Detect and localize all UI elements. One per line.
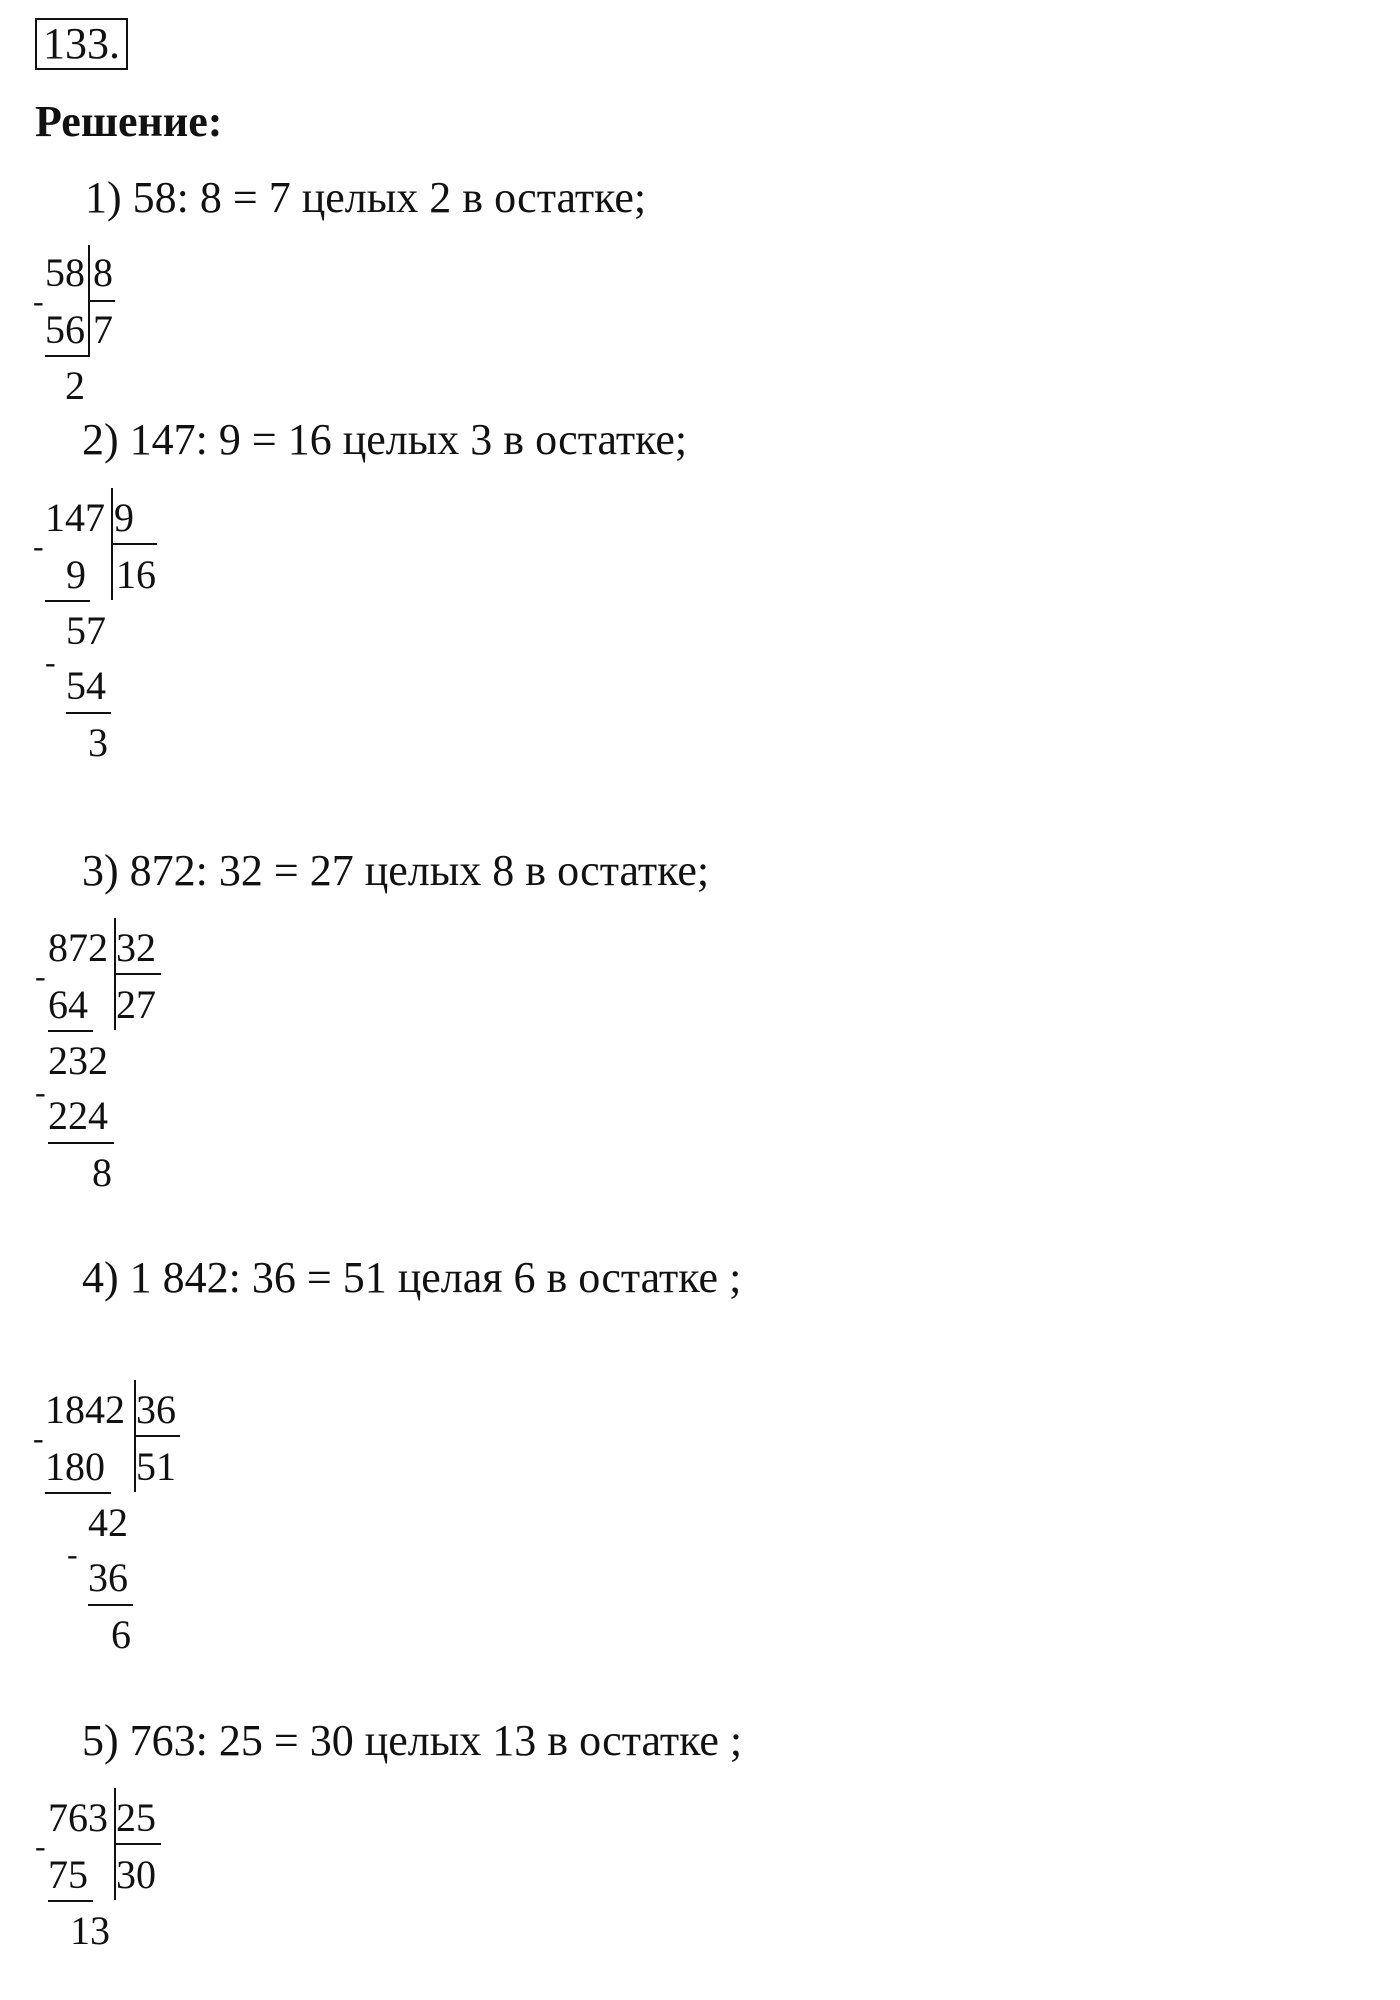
p5-quotient: 30 <box>116 1852 156 1897</box>
p3-dividend: 872 <box>48 925 108 970</box>
p2-step-1: 9 <box>66 552 86 597</box>
p2-dividend: 147 <box>45 495 105 540</box>
problem-4-equation: 4) 1 842: 36 = 51 целая 6 в остатке ; <box>82 1253 742 1302</box>
solution-heading: Решение: <box>35 97 223 146</box>
problem-1-equation: 1) 58: 8 = 7 целых 2 в остатке; <box>85 173 647 222</box>
p1-quotient: 7 <box>93 307 113 352</box>
p4-dividend: 1842 <box>45 1387 125 1432</box>
p1-remainder: 2 <box>65 363 85 408</box>
p3-minus-1: - <box>35 958 46 994</box>
p2-minus-1: - <box>33 528 44 564</box>
p2-step-2: 57 <box>66 608 106 653</box>
p3-divisor: 32 <box>116 925 156 970</box>
p2-divisor: 9 <box>114 495 134 540</box>
p4-step-1: 180 <box>45 1444 105 1489</box>
p5-divisor: 25 <box>116 1795 156 1840</box>
p5-remainder: 13 <box>70 1908 110 1953</box>
p2-quotient: 16 <box>116 552 156 597</box>
p1-minus: - <box>33 283 44 319</box>
p1-divisor: 8 <box>93 250 113 295</box>
p4-step-3: 36 <box>88 1555 128 1600</box>
p1-dividend: 58 <box>45 250 85 295</box>
p3-step-2: 232 <box>48 1038 108 1083</box>
p4-remainder: 6 <box>111 1612 131 1657</box>
p4-minus-1: - <box>33 1420 44 1456</box>
p5-step-1: 75 <box>48 1852 88 1897</box>
exercise-number: 133. <box>35 18 128 70</box>
p4-quotient: 51 <box>136 1444 176 1489</box>
p1-step-1: 56 <box>45 307 85 352</box>
problem-3-equation: 3) 872: 32 = 27 целых 8 в остатке; <box>82 846 710 895</box>
p3-minus-2: - <box>35 1074 46 1110</box>
p3-step-3: 224 <box>48 1093 108 1138</box>
p2-step-3: 54 <box>66 663 106 708</box>
p3-remainder: 8 <box>92 1150 112 1195</box>
p4-step-2: 42 <box>88 1500 128 1545</box>
problem-5-equation: 5) 763: 25 = 30 целых 13 в остатке ; <box>82 1716 743 1765</box>
p5-dividend: 763 <box>48 1795 108 1840</box>
p4-minus-2: - <box>67 1536 78 1572</box>
problem-2-equation: 2) 147: 9 = 16 целых 3 в остатке; <box>82 415 688 464</box>
p2-remainder: 3 <box>88 720 108 765</box>
p3-step-1: 64 <box>48 982 88 1027</box>
p4-divisor: 36 <box>136 1387 176 1432</box>
p5-minus: - <box>35 1828 46 1864</box>
p2-minus-2: - <box>45 644 56 680</box>
p3-quotient: 27 <box>116 982 156 1027</box>
